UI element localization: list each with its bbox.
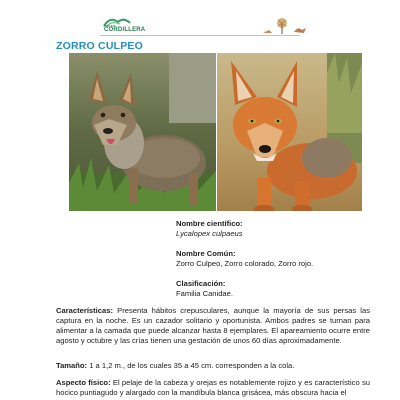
fox-image-right	[217, 53, 362, 211]
page-header	[0, 0, 400, 34]
size-label: Tamaño:	[56, 361, 88, 370]
scientific-name-block	[176, 219, 243, 239]
classification-value: Familia Canidae.	[176, 289, 233, 298]
logo-title: CORDILLERA	[104, 27, 146, 33]
size-text: 1 a 1,2 m., de los cuales 35 a 45 cm. corresponden a la cola.	[89, 361, 295, 370]
fox-photo-left	[69, 53, 216, 211]
common-name-block	[176, 249, 313, 269]
characteristics-text: Presenta hábitos crepusculares, aunque la mayoría de sus persas las captura en la noche. Es un cazador solitario y oportunista. Ambos padres se turnan para alimentar a la camada que puede alcanzar hasta 8 ejemplares. El apareamiento ocurre entre agosto y octubre y las crías tienen una gestación de unos 60 días aproximadamente.	[56, 306, 370, 345]
header-divider	[100, 35, 300, 36]
logo-subtitle: Parque	[104, 24, 116, 28]
appearance-text: El pelaje de la cabeza y orejas es notablemente rojizo y es característico su hocico puntiagudo y alargado con la mandíbula blanca grisácea, más obscura hacia el	[56, 378, 370, 397]
classification-label: Clasificación:	[176, 279, 226, 288]
classification-block	[176, 279, 233, 299]
common-name-value: Zorro Culpeo, Zorro colorado, Zorro rojo.	[176, 259, 314, 268]
characteristics-label: Características:	[56, 306, 113, 315]
common-name-label: Nombre Común:	[176, 249, 236, 258]
appearance-label: Aspecto físico:	[56, 378, 111, 387]
scientific-name-label: Nombre científico:	[176, 219, 243, 228]
characteristics-paragraph	[56, 306, 370, 346]
scientific-name-value: Lycalopex culpaeus	[176, 229, 243, 238]
fox-image-left	[69, 53, 216, 211]
flora-fauna-decoration-icon	[260, 14, 310, 36]
page-title: ZORRO CULPEO	[56, 40, 143, 52]
size-paragraph	[56, 361, 370, 371]
fox-photo-right	[217, 53, 362, 211]
appearance-paragraph	[56, 378, 370, 398]
